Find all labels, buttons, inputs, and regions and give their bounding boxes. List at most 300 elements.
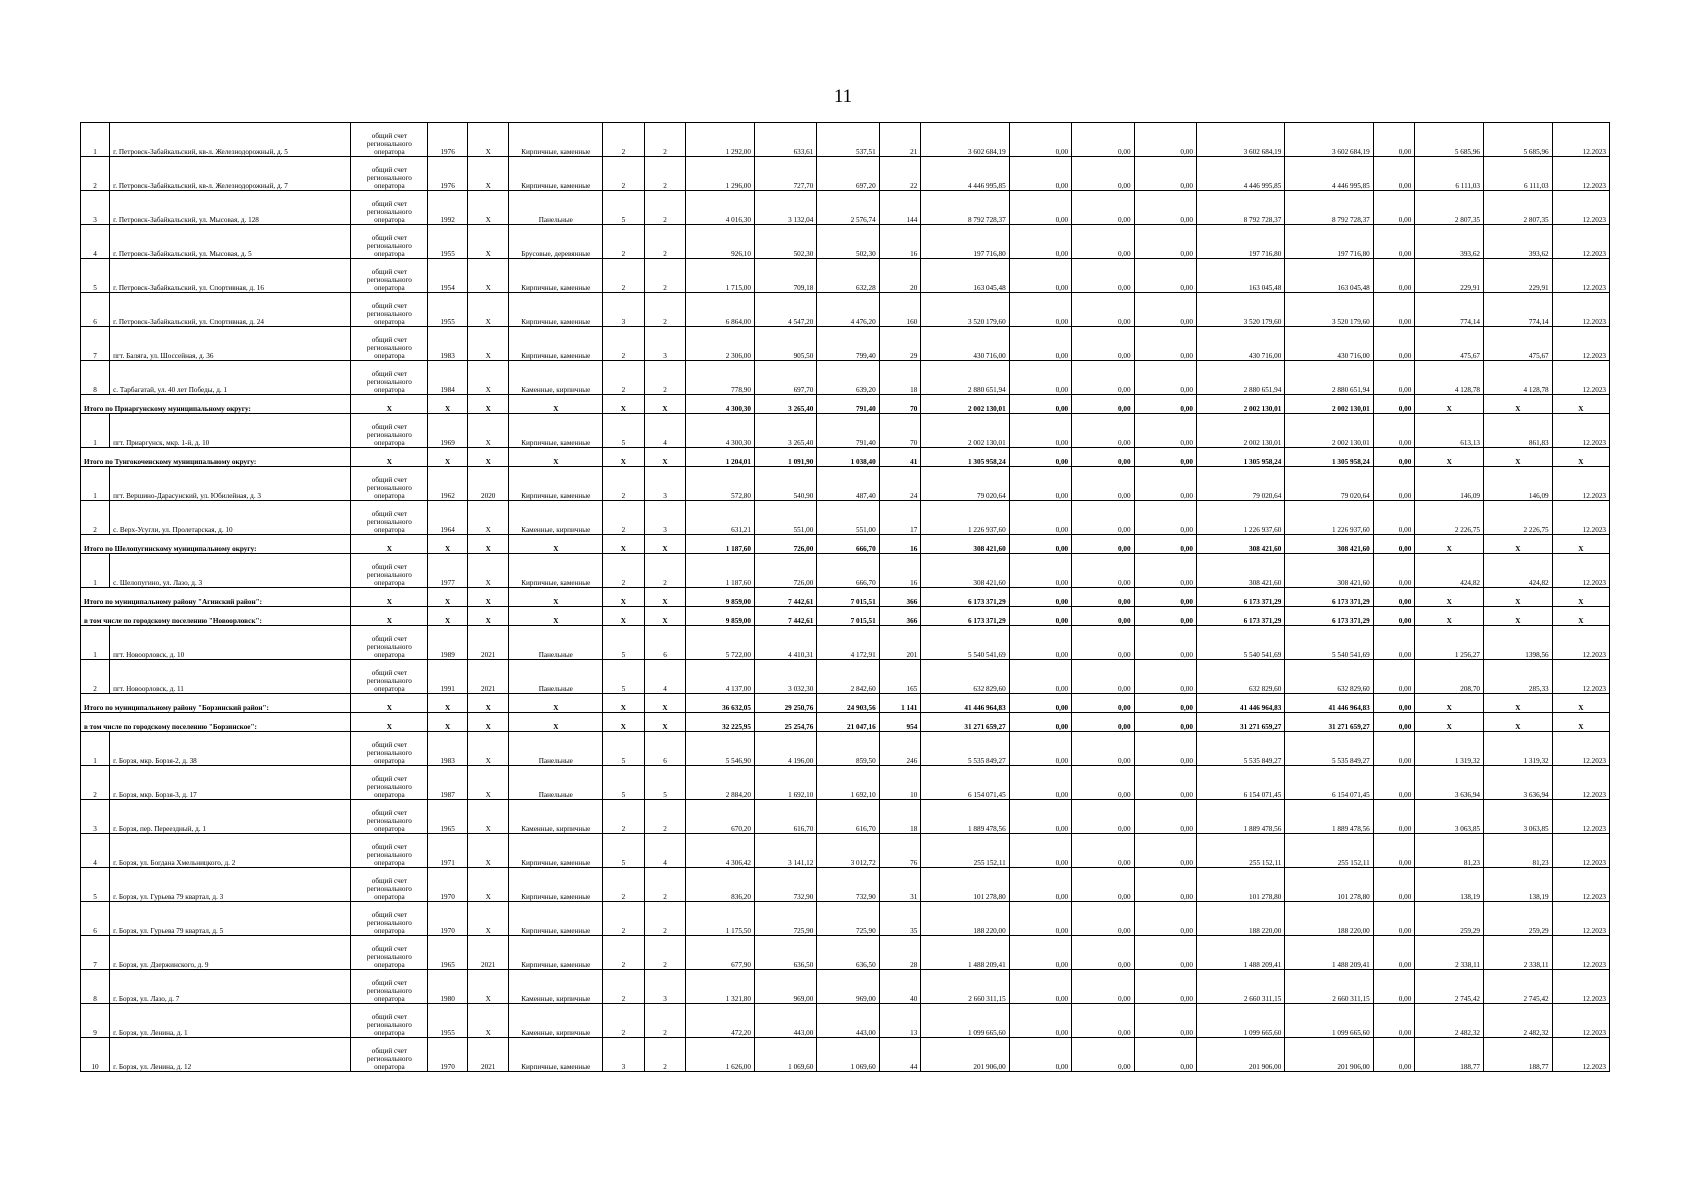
owner-funds-total: 2 660 311,15 <box>1285 970 1373 1004</box>
local-funds: 0,00 <box>1134 626 1196 660</box>
wall-material: Каменные, кирпичные <box>509 800 603 834</box>
total-area: 36 632,05 <box>686 694 755 713</box>
owner-funds: 1 488 209,41 <box>1196 936 1284 970</box>
address: г. Борзя, ул. Ленина, д. 12 <box>110 1038 351 1072</box>
other-funds: 0,00 <box>1373 732 1415 766</box>
total-cost: 1 226 937,60 <box>921 501 1009 535</box>
account-type: общий счет регионального оператора <box>351 1038 428 1072</box>
owner-funds: 2 002 130,01 <box>1196 414 1284 448</box>
wall-material: Кирпичные, каменные <box>509 902 603 936</box>
max-unit-cost: 6 111,03 <box>1484 157 1553 191</box>
total-cost: 3 520 179,60 <box>921 293 1009 327</box>
year-repaired: 2021 <box>467 660 509 694</box>
regional-funds: 0,00 <box>1072 395 1134 414</box>
total-area: 4 300,30 <box>686 414 755 448</box>
account-type: общий счет регионального оператора <box>351 361 428 395</box>
owner-funds: 5 535 849,27 <box>1196 732 1284 766</box>
subtotal-label: Итого по муниципальному району "Борзинский район": <box>81 694 351 713</box>
account-type: общий счет регионального оператора <box>351 554 428 588</box>
year-repaired: X <box>467 732 509 766</box>
table-row <box>81 327 1610 361</box>
residents: 29 <box>879 327 921 361</box>
unit-cost: X <box>1415 535 1484 554</box>
total-cost: 5 535 849,27 <box>921 732 1009 766</box>
federal-funds: 0,00 <box>1009 660 1071 694</box>
table-row <box>81 501 1610 535</box>
federal-funds: 0,00 <box>1009 157 1071 191</box>
completion-date: 12.2023 <box>1552 293 1609 327</box>
subtotal-row <box>81 713 1610 732</box>
total-area: 926,10 <box>686 225 755 259</box>
floors: 2 <box>603 970 645 1004</box>
other-funds: 0,00 <box>1373 970 1415 1004</box>
regional-funds: 0,00 <box>1072 694 1134 713</box>
year-repaired: X <box>467 123 509 157</box>
private-area: 791,40 <box>817 414 879 448</box>
completion-date: 12.2023 <box>1552 970 1609 1004</box>
wall-material: Кирпичные, каменные <box>509 554 603 588</box>
account-type: общий счет регионального оператора <box>351 660 428 694</box>
other-funds: 0,00 <box>1373 501 1415 535</box>
floors: 2 <box>603 225 645 259</box>
owner-funds: 4 446 995,85 <box>1196 157 1284 191</box>
year-built: 1987 <box>428 766 468 800</box>
completion-date: 12.2023 <box>1552 259 1609 293</box>
federal-funds: 0,00 <box>1009 123 1071 157</box>
local-funds: 0,00 <box>1134 970 1196 1004</box>
regional-funds: 0,00 <box>1072 535 1134 554</box>
address: пгт. Приаргунск, мкр. 1-й, д. 10 <box>110 414 351 448</box>
table-row <box>81 970 1610 1004</box>
table-row <box>81 467 1610 501</box>
entrances: 3 <box>644 327 686 361</box>
owner-funds: 101 278,80 <box>1196 868 1284 902</box>
federal-funds: 0,00 <box>1009 501 1071 535</box>
total-cost: 6 154 071,45 <box>921 766 1009 800</box>
row-number: 2 <box>81 157 110 191</box>
year-built: 1984 <box>428 361 468 395</box>
wall-material: Каменные, кирпичные <box>509 361 603 395</box>
row-number: 10 <box>81 1038 110 1072</box>
unit-cost: X <box>1415 448 1484 467</box>
max-unit-cost: 1 319,32 <box>1484 732 1553 766</box>
regional-funds: 0,00 <box>1072 467 1134 501</box>
completion-date: X <box>1552 535 1609 554</box>
total-cost: 41 446 964,83 <box>921 694 1009 713</box>
owner-funds-total: 632 829,60 <box>1285 660 1373 694</box>
other-funds: 0,00 <box>1373 395 1415 414</box>
completion-date: 12.2023 <box>1552 936 1609 970</box>
max-unit-cost: X <box>1484 448 1553 467</box>
other-funds: 0,00 <box>1373 467 1415 501</box>
residential-area: 726,00 <box>754 535 816 554</box>
owner-funds: 6 173 371,29 <box>1196 588 1284 607</box>
completion-date: 12.2023 <box>1552 834 1609 868</box>
address: пгт. Вершино-Дарасунский, ул. Юбилейная, д. 3 <box>110 467 351 501</box>
total-area: 631,21 <box>686 501 755 535</box>
subtotal-label: в том числе по городскому поселению "Новоорловск": <box>81 607 351 626</box>
address: с. Верх-Усугли, ул. Пролетарская, д. 10 <box>110 501 351 535</box>
total-area: 670,20 <box>686 800 755 834</box>
floors: 2 <box>603 327 645 361</box>
wall-material: Каменные, кирпичные <box>509 1004 603 1038</box>
owner-funds-total: 201 906,00 <box>1285 1038 1373 1072</box>
year-repaired: 2021 <box>467 626 509 660</box>
year-built: 1976 <box>428 123 468 157</box>
regional-funds: 0,00 <box>1072 588 1134 607</box>
total-area: 9 859,00 <box>686 588 755 607</box>
owner-funds-total: 308 421,60 <box>1285 554 1373 588</box>
max-unit-cost: 229,91 <box>1484 259 1553 293</box>
year-built: 1970 <box>428 902 468 936</box>
other-funds: 0,00 <box>1373 554 1415 588</box>
account-type: X <box>351 713 428 732</box>
local-funds: 0,00 <box>1134 713 1196 732</box>
residents: 21 <box>879 123 921 157</box>
max-unit-cost: 3 063,85 <box>1484 800 1553 834</box>
owner-funds-total: 197 716,80 <box>1285 225 1373 259</box>
private-area: 4 476,20 <box>817 293 879 327</box>
residents: 24 <box>879 467 921 501</box>
private-area: 725,90 <box>817 902 879 936</box>
year-repaired: X <box>467 554 509 588</box>
floors: X <box>603 713 645 732</box>
local-funds: 0,00 <box>1134 902 1196 936</box>
wall-material: Панельные <box>509 766 603 800</box>
floors: 5 <box>603 626 645 660</box>
regional-funds: 0,00 <box>1072 191 1134 225</box>
entrances: 4 <box>644 834 686 868</box>
unit-cost: 229,91 <box>1415 259 1484 293</box>
owner-funds-total: 6 173 371,29 <box>1285 588 1373 607</box>
residents: 16 <box>879 554 921 588</box>
owner-funds-total: 31 271 659,27 <box>1285 713 1373 732</box>
local-funds: 0,00 <box>1134 868 1196 902</box>
floors: 2 <box>603 800 645 834</box>
year-built: 1955 <box>428 1004 468 1038</box>
wall-material: Каменные, кирпичные <box>509 970 603 1004</box>
year-built: 1971 <box>428 834 468 868</box>
max-unit-cost: 5 685,96 <box>1484 123 1553 157</box>
total-cost: 201 906,00 <box>921 1038 1009 1072</box>
address: с. Шелопугино, ул. Лазо, д. 3 <box>110 554 351 588</box>
entrances: 5 <box>644 766 686 800</box>
total-cost: 632 829,60 <box>921 660 1009 694</box>
completion-date: 12.2023 <box>1552 660 1609 694</box>
max-unit-cost: 2 482,32 <box>1484 1004 1553 1038</box>
unit-cost: 188,77 <box>1415 1038 1484 1072</box>
other-funds: 0,00 <box>1373 800 1415 834</box>
private-area: 1 038,40 <box>817 448 879 467</box>
year-built: 1955 <box>428 225 468 259</box>
account-type: общий счет регионального оператора <box>351 970 428 1004</box>
total-cost: 1 488 209,41 <box>921 936 1009 970</box>
residential-area: 4 196,00 <box>754 732 816 766</box>
max-unit-cost: 861,83 <box>1484 414 1553 448</box>
private-area: 3 012,72 <box>817 834 879 868</box>
account-type: общий счет регионального оператора <box>351 626 428 660</box>
floors: 2 <box>603 554 645 588</box>
owner-funds: 2 660 311,15 <box>1196 970 1284 1004</box>
floors: 2 <box>603 361 645 395</box>
completion-date: 12.2023 <box>1552 501 1609 535</box>
residential-area: 551,00 <box>754 501 816 535</box>
federal-funds: 0,00 <box>1009 293 1071 327</box>
year-repaired: X <box>467 535 509 554</box>
total-cost: 1 305 958,24 <box>921 448 1009 467</box>
year-repaired: X <box>467 902 509 936</box>
owner-funds-total: 41 446 964,83 <box>1285 694 1373 713</box>
unit-cost: 1 319,32 <box>1415 732 1484 766</box>
completion-date: 12.2023 <box>1552 157 1609 191</box>
subtotal-row <box>81 448 1610 467</box>
unit-cost: 2 807,35 <box>1415 191 1484 225</box>
residents: 13 <box>879 1004 921 1038</box>
completion-date: 12.2023 <box>1552 225 1609 259</box>
residential-area: 725,90 <box>754 902 816 936</box>
account-type: общий счет регионального оператора <box>351 123 428 157</box>
total-cost: 308 421,60 <box>921 554 1009 588</box>
residential-area: 4 410,31 <box>754 626 816 660</box>
max-unit-cost: 2 338,11 <box>1484 936 1553 970</box>
residential-area: 697,70 <box>754 361 816 395</box>
regional-funds: 0,00 <box>1072 800 1134 834</box>
owner-funds-total: 6 154 071,45 <box>1285 766 1373 800</box>
residential-area: 25 254,76 <box>754 713 816 732</box>
address: г. Петровск-Забайкальский, кв-л. Железнодорожный, д. 5 <box>110 123 351 157</box>
other-funds: 0,00 <box>1373 834 1415 868</box>
residential-area: 1 069,60 <box>754 1038 816 1072</box>
max-unit-cost: X <box>1484 395 1553 414</box>
regional-funds: 0,00 <box>1072 626 1134 660</box>
total-cost: 2 002 130,01 <box>921 414 1009 448</box>
regional-funds: 0,00 <box>1072 123 1134 157</box>
total-area: 778,90 <box>686 361 755 395</box>
regional-funds: 0,00 <box>1072 713 1134 732</box>
floors: 3 <box>603 1038 645 1072</box>
owner-funds: 201 906,00 <box>1196 1038 1284 1072</box>
regional-funds: 0,00 <box>1072 361 1134 395</box>
other-funds: 0,00 <box>1373 766 1415 800</box>
year-repaired: 2021 <box>467 1038 509 1072</box>
wall-material: Кирпичные, каменные <box>509 467 603 501</box>
other-funds: 0,00 <box>1373 607 1415 626</box>
address: г. Борзя, пер. Переездный, д. 1 <box>110 800 351 834</box>
private-area: 537,51 <box>817 123 879 157</box>
entrances: 2 <box>644 1038 686 1072</box>
residents: 165 <box>879 660 921 694</box>
account-type: общий счет регионального оператора <box>351 501 428 535</box>
total-area: 1 175,50 <box>686 902 755 936</box>
address: г. Петровск-Забайкальский, ул. Спортивная, д. 16 <box>110 259 351 293</box>
federal-funds: 0,00 <box>1009 607 1071 626</box>
total-area: 1 715,00 <box>686 259 755 293</box>
local-funds: 0,00 <box>1134 554 1196 588</box>
completion-date: X <box>1552 588 1609 607</box>
completion-date: 12.2023 <box>1552 626 1609 660</box>
floors: X <box>603 694 645 713</box>
table-row <box>81 259 1610 293</box>
row-number: 1 <box>81 414 110 448</box>
entrances: 3 <box>644 970 686 1004</box>
federal-funds: 0,00 <box>1009 970 1071 1004</box>
address: пгт. Новоорловск, д. 10 <box>110 626 351 660</box>
address: пгт. Новоорловск, д. 11 <box>110 660 351 694</box>
year-repaired: X <box>467 259 509 293</box>
address: г. Борзя, ул. Лазо, д. 7 <box>110 970 351 1004</box>
local-funds: 0,00 <box>1134 395 1196 414</box>
unit-cost: 208,70 <box>1415 660 1484 694</box>
entrances: X <box>644 395 686 414</box>
local-funds: 0,00 <box>1134 588 1196 607</box>
table-row <box>81 766 1610 800</box>
year-built: 1964 <box>428 501 468 535</box>
account-type: общий счет регионального оператора <box>351 868 428 902</box>
unit-cost: 613,13 <box>1415 414 1484 448</box>
unit-cost: X <box>1415 713 1484 732</box>
wall-material: X <box>509 535 603 554</box>
floors: 2 <box>603 259 645 293</box>
owner-funds: 1 099 665,60 <box>1196 1004 1284 1038</box>
owner-funds: 1 305 958,24 <box>1196 448 1284 467</box>
other-funds: 0,00 <box>1373 694 1415 713</box>
private-area: 799,40 <box>817 327 879 361</box>
row-number: 2 <box>81 766 110 800</box>
max-unit-cost: 285,33 <box>1484 660 1553 694</box>
residential-area: 726,00 <box>754 554 816 588</box>
unit-cost: 5 685,96 <box>1415 123 1484 157</box>
year-repaired: X <box>467 157 509 191</box>
private-area: 21 047,16 <box>817 713 879 732</box>
year-built: X <box>428 395 468 414</box>
year-repaired: X <box>467 414 509 448</box>
year-built: X <box>428 535 468 554</box>
residents: 28 <box>879 936 921 970</box>
floors: 5 <box>603 732 645 766</box>
residential-area: 3 032,30 <box>754 660 816 694</box>
other-funds: 0,00 <box>1373 225 1415 259</box>
floors: 2 <box>603 123 645 157</box>
max-unit-cost: 1398,56 <box>1484 626 1553 660</box>
table-row <box>81 293 1610 327</box>
regional-funds: 0,00 <box>1072 554 1134 588</box>
local-funds: 0,00 <box>1134 766 1196 800</box>
private-area: 969,00 <box>817 970 879 1004</box>
account-type: общий счет регионального оператора <box>351 766 428 800</box>
owner-funds-total: 1 305 958,24 <box>1285 448 1373 467</box>
completion-date: 12.2023 <box>1552 414 1609 448</box>
wall-material: X <box>509 588 603 607</box>
regional-funds: 0,00 <box>1072 936 1134 970</box>
wall-material: Брусовые, деревянные <box>509 225 603 259</box>
row-number: 2 <box>81 660 110 694</box>
other-funds: 0,00 <box>1373 535 1415 554</box>
residents: 35 <box>879 902 921 936</box>
entrances: 3 <box>644 501 686 535</box>
owner-funds-total: 4 446 995,85 <box>1285 157 1373 191</box>
owner-funds-total: 188 220,00 <box>1285 902 1373 936</box>
subtotal-label: Итого по Шелопугинскому муниципальному округу: <box>81 535 351 554</box>
regional-funds: 0,00 <box>1072 414 1134 448</box>
total-cost: 188 220,00 <box>921 902 1009 936</box>
total-cost: 163 045,48 <box>921 259 1009 293</box>
private-area: 732,90 <box>817 868 879 902</box>
entrances: 4 <box>644 414 686 448</box>
completion-date: 12.2023 <box>1552 1038 1609 1072</box>
address: г. Петровск-Забайкальский, ул. Мысовая, д. 128 <box>110 191 351 225</box>
local-funds: 0,00 <box>1134 800 1196 834</box>
subtotal-row <box>81 395 1610 414</box>
other-funds: 0,00 <box>1373 626 1415 660</box>
total-cost: 3 602 684,19 <box>921 123 1009 157</box>
unit-cost: X <box>1415 588 1484 607</box>
table-row <box>81 554 1610 588</box>
max-unit-cost: 188,77 <box>1484 1038 1553 1072</box>
year-repaired: X <box>467 225 509 259</box>
account-type: общий счет регионального оператора <box>351 225 428 259</box>
total-cost: 6 173 371,29 <box>921 588 1009 607</box>
floors: 5 <box>603 414 645 448</box>
row-number: 1 <box>81 467 110 501</box>
wall-material: Панельные <box>509 660 603 694</box>
residential-area: 3 265,40 <box>754 395 816 414</box>
total-area: 1 296,00 <box>686 157 755 191</box>
residents: 41 <box>879 448 921 467</box>
account-type: общий счет регионального оператора <box>351 732 428 766</box>
address: г. Борзя, ул. Богдана Хмельницкого, д. 2 <box>110 834 351 868</box>
residents: 22 <box>879 157 921 191</box>
floors: 2 <box>603 936 645 970</box>
other-funds: 0,00 <box>1373 259 1415 293</box>
federal-funds: 0,00 <box>1009 191 1071 225</box>
year-repaired: X <box>467 713 509 732</box>
year-repaired: X <box>467 868 509 902</box>
total-cost: 79 020,64 <box>921 467 1009 501</box>
total-cost: 308 421,60 <box>921 535 1009 554</box>
unit-cost: 393,62 <box>1415 225 1484 259</box>
local-funds: 0,00 <box>1134 607 1196 626</box>
row-number: 8 <box>81 361 110 395</box>
entrances: X <box>644 713 686 732</box>
entrances: 2 <box>644 293 686 327</box>
residential-area: 29 250,76 <box>754 694 816 713</box>
entrances: 2 <box>644 800 686 834</box>
total-area: 836,20 <box>686 868 755 902</box>
residential-area: 3 141,12 <box>754 834 816 868</box>
total-area: 1 204,01 <box>686 448 755 467</box>
owner-funds: 6 173 371,29 <box>1196 607 1284 626</box>
unit-cost: X <box>1415 607 1484 626</box>
private-area: 616,70 <box>817 800 879 834</box>
unit-cost: 424,82 <box>1415 554 1484 588</box>
address: г. Борзя, мкр. Борзя-2, д. 38 <box>110 732 351 766</box>
other-funds: 0,00 <box>1373 936 1415 970</box>
table-row <box>81 157 1610 191</box>
completion-date: 12.2023 <box>1552 902 1609 936</box>
max-unit-cost: 2 745,42 <box>1484 970 1553 1004</box>
row-number: 1 <box>81 554 110 588</box>
local-funds: 0,00 <box>1134 694 1196 713</box>
address: с. Тарбагатай, ул. 40 лет Победы, д. 1 <box>110 361 351 395</box>
address: г. Петровск-Забайкальский, ул. Спортивная, д. 24 <box>110 293 351 327</box>
residential-area: 540,90 <box>754 467 816 501</box>
row-number: 1 <box>81 732 110 766</box>
table-row <box>81 732 1610 766</box>
total-area: 1 187,60 <box>686 554 755 588</box>
private-area: 2 842,60 <box>817 660 879 694</box>
year-built: 1983 <box>428 732 468 766</box>
max-unit-cost: 81,23 <box>1484 834 1553 868</box>
